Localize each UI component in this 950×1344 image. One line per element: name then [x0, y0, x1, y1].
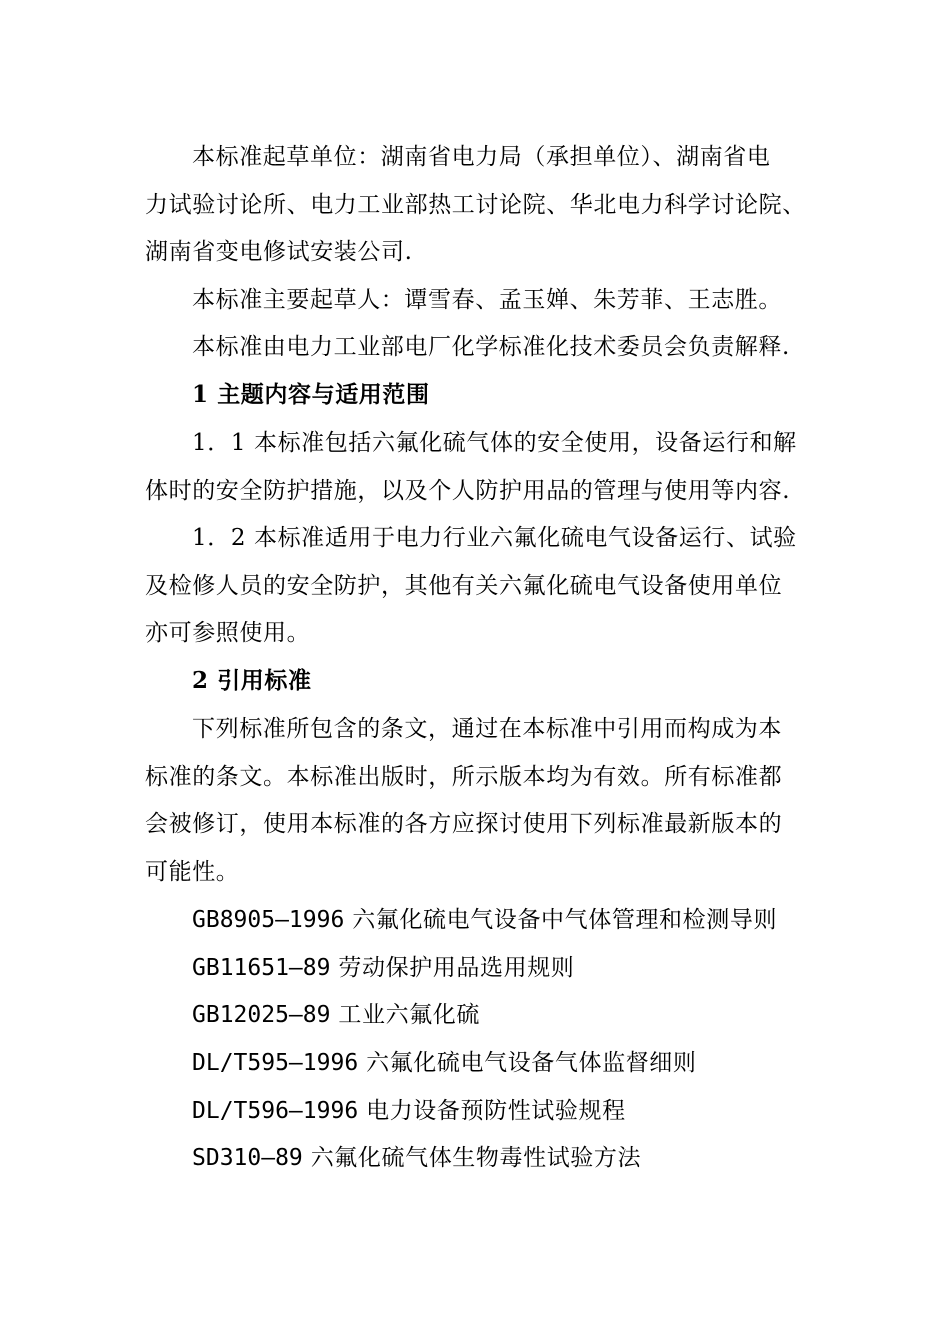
- reference-title: 电力设备预防性试验规程: [366, 1098, 626, 1124]
- section-2-heading: 2 引用标准: [192, 667, 312, 694]
- reference-code: GB11651—89: [192, 955, 331, 981]
- reference-item: [192, 1048, 697, 1078]
- reference-title: 六氟化硫电气设备中气体管理和检测导则: [352, 907, 778, 933]
- references-intro-line-4: 可能性。: [145, 859, 240, 885]
- references-intro-line-2: 标准的条文。本标准出版时，所示版本均为有效。所有标准都: [145, 764, 783, 790]
- reference-title: 六氟化硫电气设备气体监督细则: [366, 1050, 697, 1076]
- reference-item: [192, 1096, 626, 1126]
- drafting-units-line-3: 湖南省变电修试安装公司.: [145, 239, 413, 265]
- references-intro-line-1: 下列标准所包含的条文，通过在本标准中引用而构成为本: [192, 716, 782, 742]
- reference-code: GB12025—89: [192, 1002, 331, 1028]
- reference-item: [192, 953, 574, 983]
- reference-title: 工业六氟化硫: [338, 1002, 481, 1028]
- reference-item: [192, 1000, 480, 1030]
- reference-code: DL/T596—1996: [192, 1098, 359, 1124]
- reference-item: [192, 1143, 641, 1173]
- clause-1-1-line-1: 1．1 本标准包括六氟化硫气体的安全使用，设备运行和解: [192, 430, 797, 456]
- interpretation-statement: 本标准由电力工业部电厂化学标准化技术委员会负责解释.: [192, 334, 790, 360]
- reference-code: GB8905—1996: [192, 907, 345, 933]
- clause-1-1-line-2: 体时的安全防护措施，以及个人防护用品的管理与使用等内容.: [145, 478, 791, 504]
- reference-code: SD310—89: [192, 1145, 303, 1171]
- main-drafters: 本标准主要起草人：谭雪春、孟玉婵、朱芳菲、王志胜。: [192, 287, 782, 313]
- references-intro-line-3: 会被修订，使用本标准的各方应探讨使用下列标准最新版本的: [145, 811, 783, 837]
- clause-1-2-line-3: 亦可参照使用。: [145, 620, 311, 646]
- reference-code: DL/T595—1996: [192, 1050, 359, 1076]
- section-1-heading: 1 主题内容与适用范围: [192, 381, 430, 408]
- drafting-units-line-1: 本标准起草单位：湖南省电力局（承担单位）、湖南省电: [192, 144, 771, 170]
- clause-1-2-line-2: 及检修人员的安全防护，其他有关六氟化硫电气设备使用单位: [145, 573, 783, 599]
- reference-title: 六氟化硫气体生物毒性试验方法: [310, 1145, 642, 1171]
- reference-item: [192, 905, 777, 935]
- clause-1-2-line-1: 1．2 本标准适用于电力行业六氟化硫电气设备运行、试验: [192, 525, 797, 551]
- drafting-units-line-2: 力试验讨论所、电力工业部热工讨论院、华北电力科学讨论院、: [145, 192, 806, 218]
- reference-title: 劳动保护用品选用规则: [338, 955, 575, 981]
